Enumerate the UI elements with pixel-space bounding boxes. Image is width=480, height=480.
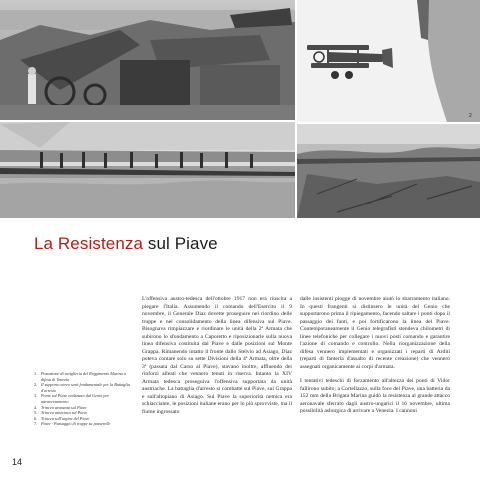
caption-item: 4. Trincea avanzata sul Piave [34, 404, 87, 410]
caption-item: 2. Il supporto aereo sarà fondamentale per la Battaglia d'arresto [34, 382, 130, 393]
caption-item: 5. Trincea austriaca sul Piave [34, 410, 88, 416]
trench-photo [297, 124, 480, 218]
caption-item: 6. Trincea sull'argine del Piave [34, 415, 90, 421]
caption-item: 7. Piave - Passaggio di truppe su passerelle [34, 421, 111, 427]
caption-item: 1. Postazione di artiglieria del Reggimento Marina a difesa di Venezia [34, 371, 126, 382]
caption-item: 3. Ponte sul Piave realizzato dal Genio per attraversamento [34, 393, 109, 404]
river-crossing-photo [0, 122, 295, 218]
biplane-photo [297, 0, 480, 122]
body-paragraph: I tentativi tedeschi di forzamento all'altezza dei ponti di Vidor fallirono subito; a Cortellazzo, sulla foce del Piave, una batteria da 152 mm della Brigata Marina guidò la resistenza al grande attacco aeronavale sferrato dagli austro-ungarici il 16 novembre, ultima possibilità asburgica di arrivare a Venezia. I cannoni [300, 378, 450, 414]
body-column-2 [300, 296, 450, 423]
artillery-emplacement-photo [0, 0, 295, 120]
photo-captions [34, 371, 134, 427]
page-title [34, 234, 218, 254]
title-part-red: La Resistenza [34, 234, 144, 253]
page-number: 14 [12, 457, 23, 467]
title-part-black: sul Piave [143, 234, 218, 253]
body-paragraph: dalle insistenti piogge di novembre aiutò lo sbarramento italiano. In questi frangenti si distinsero le unità del Genio che supportarono prima il ripiegamento, facendo saltare i ponti dopo il passaggio dei fanti, e poi fortificarono la linea del Piave. Contemporaneamente il Genio telegrafisti stendeva chilometri di linee telefoniche per collegare i nuovi posti comando e garantire l'azione di comando e controllo. Nella riorganizzazione della difesa vennero implementati e organizzati i reparti di Arditi (reparti di fanteria d'assalto di recente creazione) che vennero assegnati organicamente ai corpi d'armata. [300, 296, 450, 370]
body-column-1 [142, 296, 292, 423]
body-paragraph: L'offensiva austro-tedesca dell'ottobre 1917 non era riuscita a piegare l'Italia. Assumendo il comando dell'Esercito il 9 novembre, il Generale Diaz dovette proseguire nel riordino delle truppe e nel consolidamento della linea difensiva sul Piave. Bisognava rimpiazzare e riordinare le unità della 2ª Armata che subirono lo sfondamento a Caporetto e riposizionarle sulla nuova linea difensiva costituita dal Piave e dalle posizioni sul Monte Grappa. Rimanendo intatto il fronte dallo Stelvio ad Asiago, Diaz poteva contare solo su sette Divisioni della 4ª Armata, oltre della 3ª (passata dal Carso al Piave), stavano inoltre, affluendo dei rinforzi alleati che vennero tenuti in riserva. Intanto la XIV Armata tedesca proseguiva l'offensiva supportata da unità austriache. La battaglia d'arresto si combatté sul Piave, sul Grappa e sull'altopiano di Asiago. Sul Piave la superiorità nemica era schiacciante, le posizioni italiane erano per lo più sprovviste, ma il fiume ingrossato [142, 296, 292, 415]
photo-number: 2 [469, 113, 472, 119]
